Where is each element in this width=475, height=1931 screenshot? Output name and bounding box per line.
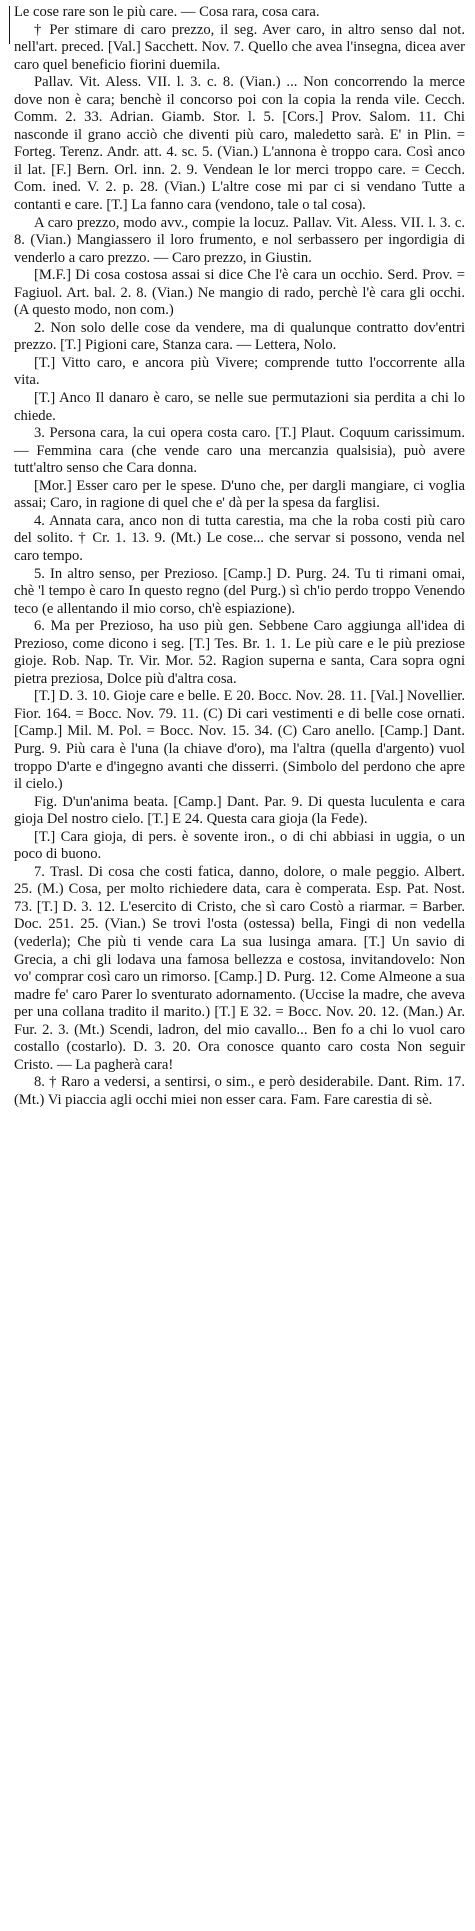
paragraph-sense-5: 5. In altro senso, per Prezioso. [Camp.] D. Purg. 24. Tu ti rimani omai, chè 'l tempo è caro In questo regno (del Purg.) sì ch'io perdo troppo Venendo teco (e allentando il mio corso, ch'è espiazione). — [14, 565, 465, 617]
paragraph-sense-3: 3. Persona cara, la cui opera costa caro. [T.] Plaut. Coquum carissimum. — Femmina cara (che vende caro una mercanzia qualsisia), può avere tutt'altro senso che Cara donna. — [14, 425, 465, 477]
paragraph-caro-per-le-spese: [Mor.] Esser caro per le spese. D'uno che, per dargli mangiare, ci voglia assai; Caro, in ragione di quel che e' dà per la spesa da farglisi. — [14, 477, 465, 512]
paragraph-sense-8: 8. † Raro a vedersi, a sentirsi, o sim., e però desiderabile. Dant. Rim. 17. (Mt.) Vi piaccia agli occhi miei non esser cara. Fam. Fare carestia di sè. — [14, 1074, 465, 1108]
paragraph-anima-beata: Fig. D'un'anima beata. [Camp.] Dant. Par. 9. Di questa luculenta e cara gioja Del nostro cielo. [T.] E 24. Questa cara gioja (la Fede). — [14, 793, 465, 828]
paragraph-gioje-care: [T.] D. 3. 10. Gioje care e belle. E 20. Bocc. Nov. 28. 11. [Val.] Novellier. Fior. 164. = Bocc. Nov. 79. 11. (C) Di cari vestimenti e di belle cose ornati. [Camp.] Mil. M. Pol. = Bocc. Nov. 15. 34. (C) Caro anello. [Camp.] Dant. Purg. 9. Più cara è l'una (la chiave d'oro), ma l'altra (quella d'argento) vuol troppo D'arte e d'ingegno avanti che disserri. (Simbolo del perdono che apre il cielo.) — [14, 688, 465, 793]
paragraph-stimare: † Per stimare di caro prezzo, il seg. Aver caro, in altro senso dal not. nell'art. preced. [Val.] Sacchett. Nov. 7. Quello che avea l'insegna, dicea aver caro quel beneficio fiorini duemila. — [14, 21, 465, 73]
paragraph-vitto-caro: [T.] Vitto caro, e ancora più Vivere; comprende tutto l'occorrente alla vita. — [14, 354, 465, 389]
paragraph-caro-prezzo: A caro prezzo, modo avv., compie la locuz. Pallav. Vit. Aless. VII. l. 3. c. 8. (Vian.) Mangiassero il loro frumento, e nol serbassero per ingordigia di venderlo a caro prezzo. — Caro prezzo, in Giustin. — [14, 214, 465, 266]
margin-rule — [9, 6, 10, 44]
paragraph-danaro-caro: [T.] Anco Il danaro è caro, se nelle sue permutazioni sia perdita a chi lo chiede. — [14, 390, 465, 424]
paragraph-sense-6: 6. Ma per Prezioso, ha uso più gen. Sebbene Caro aggiunga all'idea di Prezioso, come dicono i seg. [T.] Tes. Br. 1. 1. Le più care e le più preziose gioje. Rob. Nap. Tr. Vir. Mor. 52. Ragion superna e santa, Cara sopra ogni pietra preziosa, Dolce più d'altra cosa. — [14, 618, 465, 687]
paragraph-cara-gioja: [T.] Cara gioja, di pers. è sovente iron., o di chi abbiasi in uggia, o un poco di buono. — [14, 828, 465, 863]
paragraph-pallavicino: Pallav. Vit. Aless. VII. l. 3. c. 8. (Vian.) ... Non concorrendo la merce dove non è cara; benchè il concorso poi con la copia la renda vile. Cecch. Comm. 2. 33. Adrian. Giamb. Stor. l. 5. [Cors.] Prov. Salom. 11. Chi nasconde il grano acciò che diventi più caro, maledetto sarà. E' in Plin. = Forteg. Terenz. Andr. att. 4. sc. 5. (Vian.) L'annona è troppo cara. Così anco il lat. [F.] Bern. Orl. inn. 2. 9. Vendean le lor merci troppo care. = Cecch. Com. ined. V. 2. p. 28. (Vian.) L'altre cose mi par ci si vendano Tutte a contanti e care. [T.] La fanno cara (vendono, tale o tal cosa). — [14, 74, 465, 214]
paragraph-sense-2: 2. Non solo delle cose da vendere, ma di qualunque contratto dov'entri prezzo. [T.] Pigioni care, Stanza cara. — Lettera, Nolo. — [14, 319, 465, 354]
paragraph-proverb: Le cose rare son le più care. — Cosa rara, cosa cara. — [14, 4, 320, 20]
paragraph-cara-un-occhio: [M.F.] Di cosa costosa assai si dice Che l'è cara un occhio. Serd. Prov. = Fagiuol. Art. bal. 2. 8. (Vian.) Ne mangio di rado, perchè l'è cara gli occhi. (A questo modo, non com.) — [14, 267, 465, 319]
paragraph-sense-4: 4. Annata cara, anco non di tutta carestia, ma che la roba costi più caro del solito. † Cr. 1. 13. 9. (Mt.) Le cose... che servar si possono, venda nel caro tempo. — [14, 512, 465, 564]
paragraph-sense-7: 7. Trasl. Di cosa che costi fatica, danno, dolore, o male peggio. Albert. 25. (M.) Cosa, per molto richiedere data, cara è comperata. Esp. Pat. Nost. 73. [T.] D. 3. 12. L'esercito di Cristo, che sì caro Costò a riarmar. = Barber. Doc. 251. 25. (Vian.) Se trovi l'osta (ostessa) bella, Fingi di non vedella (vederla); Che più ti vende cara La sua lusinga amara. [T.] Un savio di Grecia, a chi gli lodava una famosa bellezza e costosa, invitandovelo: Non vo' comprar così caro un rimorso. [Camp.] D. Purg. 12. Come Almeone a sua madre fe' caro Parer lo sventurato adornamento. (Uccise la madre, che aveva per una collana tradito il marito.) [T.] E 32. = Bocc. Nov. 20. 12. (Man.) Ar. Fur. 2. 3. (Mt.) Scendi, ladron, del mio cavallo... Ben fo a chi lo vuol caro costallo (costarlo). D. 3. 20. Ora conosce quanto caro costa Non seguir Cristo. — La pagherà cara! — [14, 863, 465, 1073]
